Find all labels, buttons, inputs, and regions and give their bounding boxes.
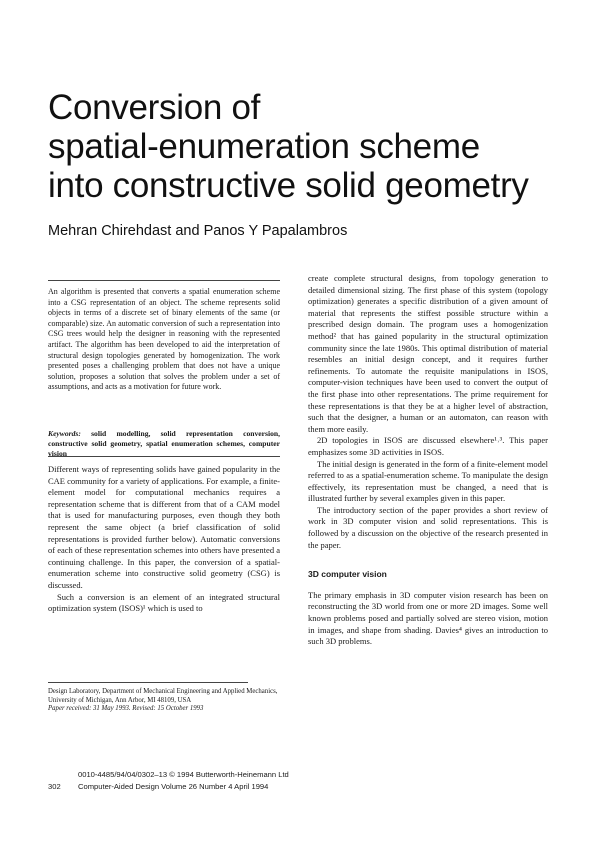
title-line: spatial-enumeration scheme: [48, 127, 480, 166]
body-paragraph: The initial design is generated in the form of a finite-element model referred to as a spatial-enumeration scheme. To manipulate the design effectively, its representation must be changed, a need that is illustrated further by several examples given in this paper.: [308, 458, 548, 504]
keywords-label: Keywords:: [48, 429, 81, 438]
abstract-bottom-rule: [48, 456, 280, 457]
title-line: into constructive solid geometry: [48, 166, 529, 205]
body-paragraph: create complete structural designs, from topology generation to detailed dimensional sizing. The first phase of this system (topology optimization) generates a specific distribution of a given amount of material that represents the stiffest possible structure within a prescribed design domain. The program uses a homogenization method² that has gained popularity in the structural optimization community since the late 1980s. This optimal distribution of material resembles an initial design concept, and it requires further refinements. To automate the requisite manipulations in ISOS, computer-vision techniques have been used to convert the output of the first phase into other representations. The prime requirement for these representations is that they be at a higher level of abstraction, such that the designer, a human or an automaton, can reason with them more easily.: [308, 273, 548, 434]
paper-title: [48, 88, 588, 205]
copyright-code: 0010-4485/94/04/0302–13 © 1994 Butterworth-Heinemann Ltd: [78, 770, 289, 779]
page-number: 302: [48, 781, 61, 791]
left-column-body: [48, 464, 280, 615]
abstract: An algorithm is presented that converts a spatial enumeration scheme into a CSG representation of an object. The scheme represents solid objects in terms of a discrete set of binary elements of the same (or comparable) size. An automatic conversion of such a representation into CSG trees would help the designer in reasoning with the represented artifact. The algorithm has been developed to aid the interpretation of structural design topologies generated by homogenization. The work presented poses a challenging problem that does not have a unique solution, proposes a solution that solves the problem under a set of assumptions, and acts as a motivation for future work.: [48, 287, 280, 392]
abstract-top-rule: [48, 280, 280, 281]
title-line: Conversion of: [48, 88, 261, 127]
author-line: Mehran Chirehdast and Panos Y Papalambros: [48, 223, 348, 239]
body-paragraph: Different ways of representing solids have gained popularity in the CAE community for a variety of applications. For example, a finite-element model for computational mechanics requires a representation scheme that is different from that of a CAM model that is used for manufacturing purposes, even though they both represent the same object (a brief classification of solid representations is provided further below). Automatic conversions of each of these representation schemes into others have presented a continuing challenge. In this paper, the conversion of a spatial-enumeration scheme into constructive solid geometry (CSG) is discussed.: [48, 464, 280, 590]
body-paragraph: The introductory section of the paper provides a short review of work in 3D computer vision and solid representations. This is followed by a discussion on the objective of the research presented in the paper.: [308, 504, 548, 550]
body-paragraph: The primary emphasis in 3D computer vision research has been on reconstructing the 3D world from one or more 2D images. Some well known problems posed and partially solved are stereo vision, motion in images, and shape from shading. Davies⁴ gives an introduction to such 3D problems.: [308, 589, 548, 647]
footnote-rule: [48, 682, 248, 683]
body-paragraph: 2D topologies in ISOS are discussed elsewhere¹˒³. This paper emphasizes some 3D activities in ISOS.: [308, 435, 548, 457]
right-column-body: [308, 273, 548, 648]
affiliation-text: Design Laboratory, Department of Mechanical Engineering and Applied Mechanics, University of Michigan, Ann Arbor, MI 48109, USA: [48, 688, 278, 704]
keywords: [48, 429, 280, 459]
page-footer: [48, 769, 289, 792]
affiliation-footnote: [48, 688, 280, 714]
section-heading: 3D computer vision: [308, 569, 387, 580]
received-dates: Paper received: 31 May 1993. Revised: 15 October 1993: [48, 705, 204, 713]
body-paragraph: Such a conversion is an element of an integrated structural optimization system (ISOS)¹ which is used to: [48, 591, 280, 614]
journal-citation: Computer-Aided Design Volume 26 Number 4 April 1994: [78, 781, 269, 791]
keywords-text: solid modelling, solid representation conversion, constructive solid geometry, spatial enumeration schemes, computer vision: [48, 429, 280, 458]
